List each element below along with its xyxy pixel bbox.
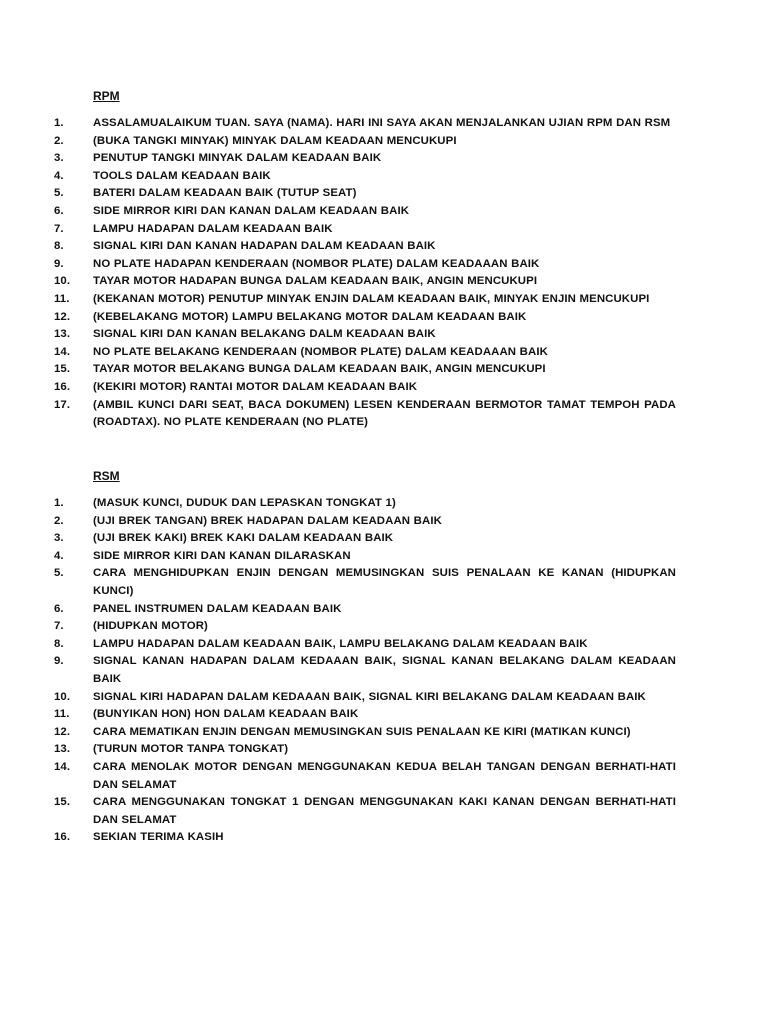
list-item-text: NO PLATE HADAPAN KENDERAAN (NOMBOR PLATE) DALAM KEADAAAN BAIK: [93, 257, 540, 270]
rsm-heading: RSM: [93, 469, 120, 483]
rsm-section: [54, 468, 676, 847]
list-item: [54, 636, 676, 654]
list-item-number: 4.: [54, 549, 64, 562]
list-item-text: ASSALAMUALAIKUM TUAN. SAYA (NAMA). HARI INI SAYA AKAN MENJALANKAN UJIAN RPM DAN RSM: [93, 117, 671, 129]
list-item-number: 6.: [54, 204, 64, 217]
list-item-number: 1.: [54, 497, 64, 509]
list-item: [54, 273, 676, 291]
list-item: [54, 185, 676, 203]
list-item-number: 16.: [54, 831, 71, 844]
list-item: [54, 741, 676, 759]
list-item: [54, 759, 676, 794]
list-item: [54, 291, 676, 309]
list-item: [54, 530, 676, 548]
list-item-text: (UJI BREK KAKI) BREK KAKI DALAM KEADAAN BAIK: [93, 532, 394, 545]
list-item-text: SEKIAN TERIMA KASIH: [93, 831, 224, 844]
list-item-number: 10.: [54, 275, 71, 288]
list-item-number: 17.: [54, 398, 71, 411]
list-item-text: SIDE MIRROR KIRI DAN KANAN DALAM KEADAAN BAIK: [93, 204, 410, 217]
list-item: [54, 829, 676, 847]
list-item-number: 4.: [54, 169, 64, 182]
list-item: [54, 150, 676, 168]
list-item-number: 8.: [54, 637, 64, 650]
list-item-text: PANEL INSTRUMEN DALAM KEADAAN BAIK: [93, 602, 342, 615]
list-item: [54, 706, 676, 724]
list-item-number: 9.: [54, 257, 64, 270]
list-item-text: (MASUK KUNCI, DUDUK DAN LEPASKAN TONGKAT 1): [93, 497, 396, 509]
list-item: [54, 115, 676, 133]
list-item-number: 14.: [54, 345, 71, 358]
list-item-text: BATERI DALAM KEADAAN BAIK (TUTUP SEAT): [93, 187, 357, 200]
list-item: [54, 513, 676, 531]
list-item: [54, 689, 676, 707]
list-item-text: (KEKIRI MOTOR) RANTAI MOTOR DALAM KEADAAN BAIK: [93, 380, 418, 393]
list-item-number: 13.: [54, 328, 71, 341]
list-item-number: 15.: [54, 363, 71, 376]
list-item-number: 1.: [54, 117, 64, 129]
list-item-number: 7.: [54, 620, 64, 633]
list-item-number: 2.: [54, 134, 64, 147]
list-item-number: 8.: [54, 240, 64, 253]
list-item-number: 3.: [54, 532, 64, 545]
list-item-text: SIGNAL KIRI HADAPAN DALAM KEDAAAN BAIK, SIGNAL KIRI BELAKANG DALAM KEADAAN BAIK: [93, 690, 646, 703]
list-item-number: 11.: [54, 292, 70, 305]
rpm-heading: RPM: [93, 89, 120, 103]
list-item: [54, 344, 676, 362]
list-item: [54, 133, 676, 151]
list-item-number: 16.: [54, 380, 71, 393]
list-item-text: (HIDUPKAN MOTOR): [93, 620, 208, 633]
list-item: [54, 618, 676, 636]
list-item-text: TOOLS DALAM KEADAAN BAIK: [93, 169, 271, 182]
list-item-text: (UJI BREK TANGAN) BREK HADAPAN DALAM KEADAAN BAIK: [93, 514, 442, 527]
list-item: [54, 397, 676, 432]
rsm-list: [54, 495, 676, 847]
list-item-text: LAMPU HADAPAN DALAM KEADAAN BAIK, LAMPU BELAKANG DALAM KEADAAN BAIK: [93, 637, 588, 650]
list-item: [54, 361, 676, 379]
list-item: [54, 724, 676, 742]
list-item-text: (BUNYIKAN HON) HON DALAM KEADAAN BAIK: [93, 708, 359, 721]
list-item: [54, 565, 676, 600]
list-item-number: 5.: [54, 567, 64, 580]
list-item: [54, 653, 676, 688]
list-item-text: SIDE MIRROR KIRI DAN KANAN DILARASKAN: [93, 549, 351, 562]
list-item-text: (BUKA TANGKI MINYAK) MINYAK DALAM KEADAAN MENCUKUPI: [93, 134, 457, 147]
list-item-text: (KEBELAKANG MOTOR) LAMPU BELAKANG MOTOR DALAM KEADAAN BAIK: [93, 310, 527, 323]
list-item-text: CARA MENOLAK MOTOR DENGAN MENGGUNAKAN KEDUA BELAH TANGAN DENGAN BERHATI-HATI DAN SELAMAT: [93, 760, 676, 791]
list-item: [54, 309, 676, 327]
list-item-text: CARA MEMATIKAN ENJIN DENGAN MEMUSINGKAN SUIS PENALAAN KE KIRI (MATIKAN KUNCI): [93, 725, 631, 738]
list-item: [54, 221, 676, 239]
list-item: [54, 238, 676, 256]
list-item: [54, 548, 676, 566]
list-item-number: 6.: [54, 602, 64, 615]
list-item-text: TAYAR MOTOR BELAKANG BUNGA DALAM KEADAAN BAIK, ANGIN MENCUKUPI: [93, 363, 546, 376]
list-item: [54, 495, 676, 513]
list-item-text: (KEKANAN MOTOR) PENUTUP MINYAK ENJIN DALAM KEADAAN BAIK, MINYAK ENJIN MENCUKUPI: [93, 292, 650, 305]
list-item-number: 2.: [54, 514, 64, 527]
list-item-number: 13.: [54, 743, 71, 756]
list-item-number: 12.: [54, 310, 71, 323]
list-item-text: CARA MENGHIDUPKAN ENJIN DENGAN MEMUSINGKAN SUIS PENALAAN KE KANAN (HIDUPKAN KUNCI): [93, 567, 676, 597]
list-item: [54, 203, 676, 221]
list-item-text: NO PLATE BELAKANG KENDERAAN (NOMBOR PLATE) DALAM KEADAAAN BAIK: [93, 345, 548, 358]
rpm-section: [54, 88, 676, 432]
list-item: [54, 256, 676, 274]
list-item-text: CARA MENGGUNAKAN TONGKAT 1 DENGAN MENGGUNAKAN KAKI KANAN DENGAN BERHATI-HATI DAN SELAMAT: [93, 796, 676, 826]
list-item: [54, 379, 676, 397]
list-item: [54, 168, 676, 186]
list-item-text: LAMPU HADAPAN DALAM KEADAAN BAIK: [93, 222, 333, 235]
list-item-number: 7.: [54, 222, 64, 235]
list-item-number: 12.: [54, 725, 71, 738]
list-item-number: 14.: [54, 760, 71, 773]
list-item: [54, 326, 676, 344]
list-item-number: 15.: [54, 796, 71, 809]
list-item-number: 3.: [54, 152, 64, 165]
list-item-text: SIGNAL KIRI DAN KANAN HADAPAN DALAM KEADAAN BAIK: [93, 240, 436, 253]
list-item-text: SIGNAL KANAN HADAPAN DALAM KEDAAAN BAIK, SIGNAL KANAN BELAKANG DALAM KEADAAN BAIK: [93, 655, 676, 685]
list-item-number: 11.: [54, 708, 70, 721]
list-item-number: 9.: [54, 655, 64, 668]
list-item-text: TAYAR MOTOR HADAPAN BUNGA DALAM KEADAAN BAIK, ANGIN MENCUKUPI: [93, 275, 538, 288]
list-item-text: SIGNAL KIRI DAN KANAN BELAKANG DALM KEADAAN BAIK: [93, 328, 436, 341]
list-item: [54, 601, 676, 619]
list-item-number: 5.: [54, 187, 64, 200]
list-item-text: (TURUN MOTOR TANPA TONGKAT): [93, 743, 289, 756]
rpm-list: [54, 115, 676, 432]
list-item-number: 10.: [54, 690, 71, 703]
list-item: [54, 794, 676, 829]
list-item-text: PENUTUP TANGKI MINYAK DALAM KEADAAN BAIK: [93, 152, 382, 165]
list-item-text: (AMBIL KUNCI DARI SEAT, BACA DOKUMEN) LESEN KENDERAAN BERMOTOR TAMAT TEMPOH PADA (ROADTAX). NO PLATE KENDERAAN (NO PLATE): [93, 398, 676, 429]
